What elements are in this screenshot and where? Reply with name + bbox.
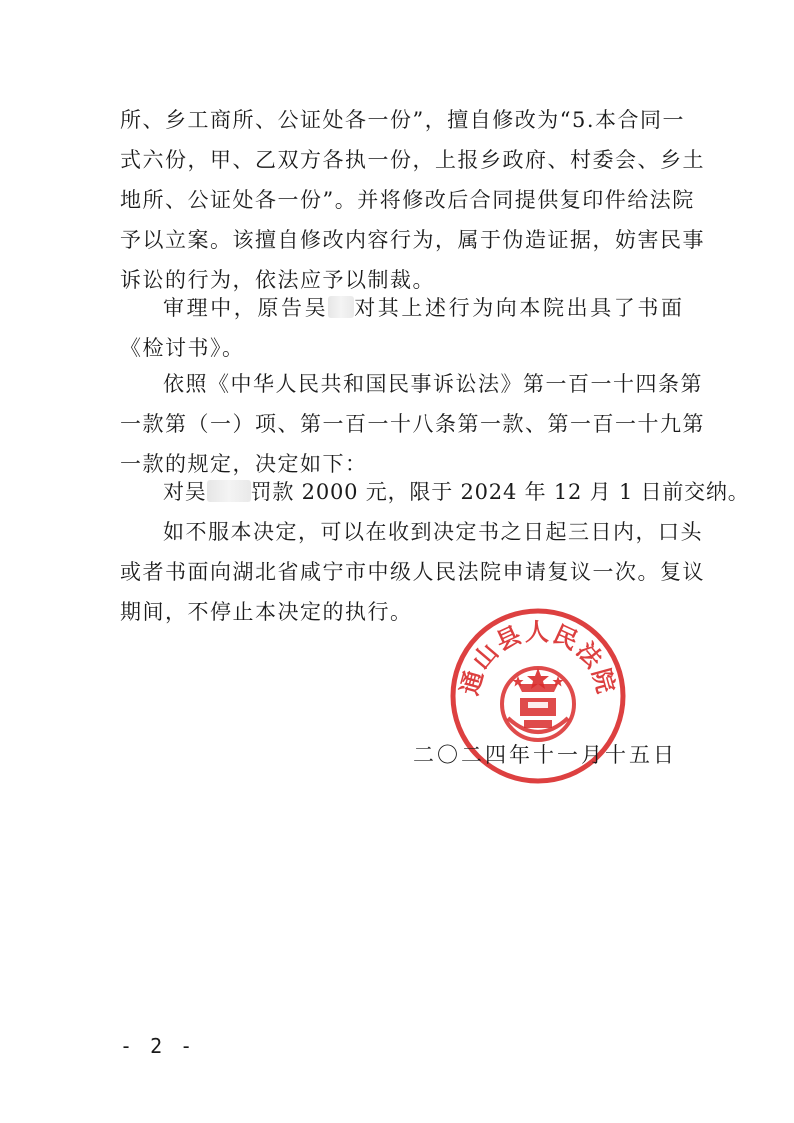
document-date: 二〇二四年十一月十五日 bbox=[413, 743, 677, 767]
text-fragment: 审理中，原告吴 bbox=[163, 296, 329, 320]
text-fragment: 对吴 bbox=[163, 480, 207, 504]
text-fragment: 罚款 2000 元，限于 2024 年 12 月 1 日前交纳。 bbox=[250, 480, 750, 504]
paragraph-line: 期间，不停止本决定的执行。 bbox=[120, 600, 413, 624]
paragraph-line: 一款的规定，决定如下： bbox=[120, 452, 368, 476]
paragraph-line: 一款第（一）项、第一百一十八条第一款、第一百一十九第 bbox=[120, 412, 705, 436]
redacted-name bbox=[207, 480, 251, 502]
paragraph-line bbox=[163, 292, 685, 324]
paragraph-line: 《检讨书》。 bbox=[120, 336, 245, 360]
paragraph-line: 所、乡工商所、公证处各一份”，擅自修改为“5.本合同一 bbox=[120, 108, 686, 132]
paragraph-line: 如不服本决定，可以在收到决定书之日起三日内，口头 bbox=[163, 520, 703, 544]
redacted-name bbox=[328, 296, 354, 318]
text-fragment: 对其上述行为向本院出具了书面 bbox=[354, 296, 685, 320]
paragraph-line: 式六份，甲、乙双方各执一份，上报乡政府、村委会、乡土 bbox=[120, 148, 705, 172]
seal-text: 通山县人民法院 bbox=[454, 616, 622, 699]
paragraph-line: 地所、公证处各一份”。并将修改后合同提供复印件给法院 bbox=[120, 188, 695, 212]
paragraph-line: 或者书面向湖北省咸宁市中级人民法院申请复议一次。复议 bbox=[120, 560, 705, 584]
paragraph-line: 诉讼的行为，依法应予以制裁。 bbox=[120, 268, 435, 292]
page-number: - 2 - bbox=[120, 1034, 196, 1058]
paragraph-line: 依照《中华人民共和国民事诉讼法》第一百一十四条第 bbox=[163, 372, 703, 396]
paragraph-line: 予以立案。该擅自修改内容行为，属于伪造证据，妨害民事 bbox=[120, 228, 705, 252]
paragraph-line bbox=[163, 476, 750, 508]
